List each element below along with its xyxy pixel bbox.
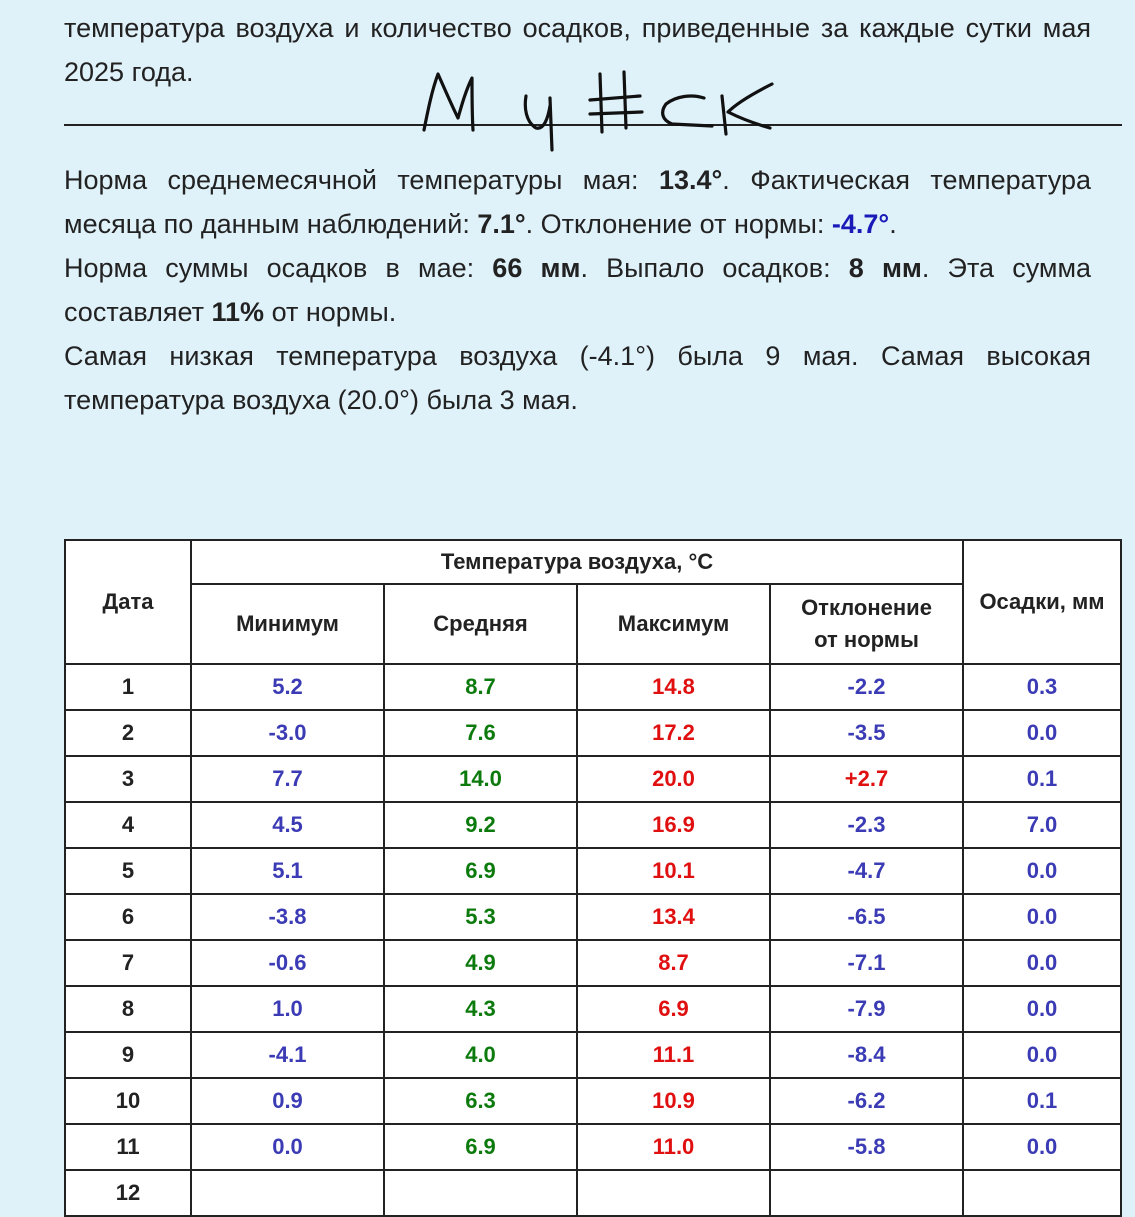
cell-deviation: -6.2 <box>770 1078 963 1124</box>
cell-date: 9 <box>65 1032 191 1078</box>
cell-maximum: 8.7 <box>577 940 770 986</box>
cell-precipitation: 0.0 <box>963 848 1121 894</box>
cell-minimum: 1.0 <box>191 986 384 1032</box>
precipitation-summary <box>64 246 1091 334</box>
cell-date: 4 <box>65 802 191 848</box>
table-row <box>65 986 1121 1032</box>
header-deviation-line1: Отклонение <box>801 595 932 620</box>
cell-date: 1 <box>65 664 191 710</box>
prec-norm-value: 66 мм <box>492 253 581 283</box>
cell-minimum: 5.1 <box>191 848 384 894</box>
weather-table-body <box>65 664 1121 1216</box>
table-row <box>65 1078 1121 1124</box>
cell-deviation <box>770 1170 963 1216</box>
extremes-summary: Самая низкая температура воздуха (-4.1°) была 9 мая. Самая высокая температура воздуха (20.0°) была 3 мая. <box>64 341 1091 415</box>
table-row <box>65 894 1121 940</box>
cell-maximum: 17.2 <box>577 710 770 756</box>
prec-actual-value: 8 мм <box>848 253 922 283</box>
temperature-summary <box>64 158 1091 246</box>
cell-deviation: -7.1 <box>770 940 963 986</box>
temp-norm-value: 13.4° <box>658 165 723 195</box>
cell-deviation: -5.8 <box>770 1124 963 1170</box>
header-date: Дата <box>65 540 191 664</box>
cell-average: 4.3 <box>384 986 577 1032</box>
cell-minimum: -4.1 <box>191 1032 384 1078</box>
cell-deviation: -6.5 <box>770 894 963 940</box>
intro-paragraph: температура воздуха и количество осадков, приведенные за каждые сутки мая 2025 года. <box>64 13 1091 87</box>
prec-norm-label: Норма суммы осадков в мае: <box>64 253 493 283</box>
prec-percent-label: . Эта сумма составляет <box>64 253 1092 327</box>
cell-minimum: 4.5 <box>191 802 384 848</box>
table-row <box>65 940 1121 986</box>
cell-precipitation: 0.0 <box>963 986 1121 1032</box>
cell-precipitation: 0.3 <box>963 664 1121 710</box>
cell-deviation: -2.2 <box>770 664 963 710</box>
cell-minimum: 7.7 <box>191 756 384 802</box>
header-minimum: Минимум <box>191 584 384 664</box>
temp-actual-label: . Фактическая температура месяца по данным наблюдений: <box>64 165 1092 239</box>
cell-deviation: +2.7 <box>770 756 963 802</box>
cell-precipitation: 0.0 <box>963 1124 1121 1170</box>
cell-precipitation: 0.0 <box>963 710 1121 756</box>
cell-minimum: -3.8 <box>191 894 384 940</box>
cell-average <box>384 1170 577 1216</box>
cell-average: 7.6 <box>384 710 577 756</box>
cell-maximum: 14.8 <box>577 664 770 710</box>
cell-maximum: 10.1 <box>577 848 770 894</box>
cell-date: 7 <box>65 940 191 986</box>
prec-percent-value: 11% <box>211 297 265 327</box>
table-row <box>65 756 1121 802</box>
cell-date: 5 <box>65 848 191 894</box>
cell-deviation: -4.7 <box>770 848 963 894</box>
cell-maximum: 11.1 <box>577 1032 770 1078</box>
cell-average: 9.2 <box>384 802 577 848</box>
cell-maximum: 13.4 <box>577 894 770 940</box>
temp-summary-end: . <box>889 209 897 239</box>
header-air-temperature: Температура воздуха, °C <box>191 540 963 584</box>
table-row <box>65 664 1121 710</box>
header-average: Средняя <box>384 584 577 664</box>
table-row <box>65 802 1121 848</box>
cell-date: 8 <box>65 986 191 1032</box>
temp-norm-label: Норма среднемесячной температуры мая: <box>64 165 659 195</box>
cell-precipitation: 0.1 <box>963 1078 1121 1124</box>
cell-precipitation: 0.0 <box>963 894 1121 940</box>
cell-average: 4.0 <box>384 1032 577 1078</box>
cell-average: 4.9 <box>384 940 577 986</box>
cell-minimum: -3.0 <box>191 710 384 756</box>
temp-actual-value: 7.1° <box>477 209 526 239</box>
temp-deviation-value: -4.7° <box>831 209 890 239</box>
cell-precipitation: 0.0 <box>963 940 1121 986</box>
cell-average: 14.0 <box>384 756 577 802</box>
cell-maximum <box>577 1170 770 1216</box>
prec-summary-end: от нормы. <box>264 297 397 327</box>
header-deviation <box>770 584 963 664</box>
cell-date: 11 <box>65 1124 191 1170</box>
table-row <box>65 848 1121 894</box>
cell-maximum: 6.9 <box>577 986 770 1032</box>
cell-date: 3 <box>65 756 191 802</box>
cell-deviation: -3.5 <box>770 710 963 756</box>
prec-actual-label: . Выпало осадков: <box>580 253 849 283</box>
cell-deviation: -2.3 <box>770 802 963 848</box>
temp-deviation-label: . Отклонение от нормы: <box>525 209 832 239</box>
cell-minimum: 5.2 <box>191 664 384 710</box>
cell-minimum: 0.9 <box>191 1078 384 1124</box>
cell-maximum: 20.0 <box>577 756 770 802</box>
header-deviation-line2: от нормы <box>814 627 919 652</box>
table-row <box>65 1032 1121 1078</box>
handwritten-city-signature <box>418 68 788 156</box>
cell-maximum: 16.9 <box>577 802 770 848</box>
cell-maximum: 11.0 <box>577 1124 770 1170</box>
cell-average: 6.3 <box>384 1078 577 1124</box>
cell-precipitation: 0.1 <box>963 756 1121 802</box>
cell-minimum: 0.0 <box>191 1124 384 1170</box>
cell-average: 6.9 <box>384 1124 577 1170</box>
climate-summary <box>64 158 1091 422</box>
cell-precipitation <box>963 1170 1121 1216</box>
cell-precipitation: 7.0 <box>963 802 1121 848</box>
cell-date: 12 <box>65 1170 191 1216</box>
cell-minimum: -0.6 <box>191 940 384 986</box>
cell-deviation: -8.4 <box>770 1032 963 1078</box>
cell-date: 6 <box>65 894 191 940</box>
daily-weather-table <box>64 539 1122 1217</box>
table-row <box>65 1170 1121 1216</box>
cell-maximum: 10.9 <box>577 1078 770 1124</box>
cell-deviation: -7.9 <box>770 986 963 1032</box>
table-row <box>65 710 1121 756</box>
cell-minimum <box>191 1170 384 1216</box>
cell-average: 6.9 <box>384 848 577 894</box>
table-row <box>65 1124 1121 1170</box>
cell-average: 5.3 <box>384 894 577 940</box>
cell-date: 2 <box>65 710 191 756</box>
cell-precipitation: 0.0 <box>963 1032 1121 1078</box>
header-precipitation: Осадки, мм <box>963 540 1121 664</box>
header-maximum: Максимум <box>577 584 770 664</box>
cell-date: 10 <box>65 1078 191 1124</box>
cell-average: 8.7 <box>384 664 577 710</box>
